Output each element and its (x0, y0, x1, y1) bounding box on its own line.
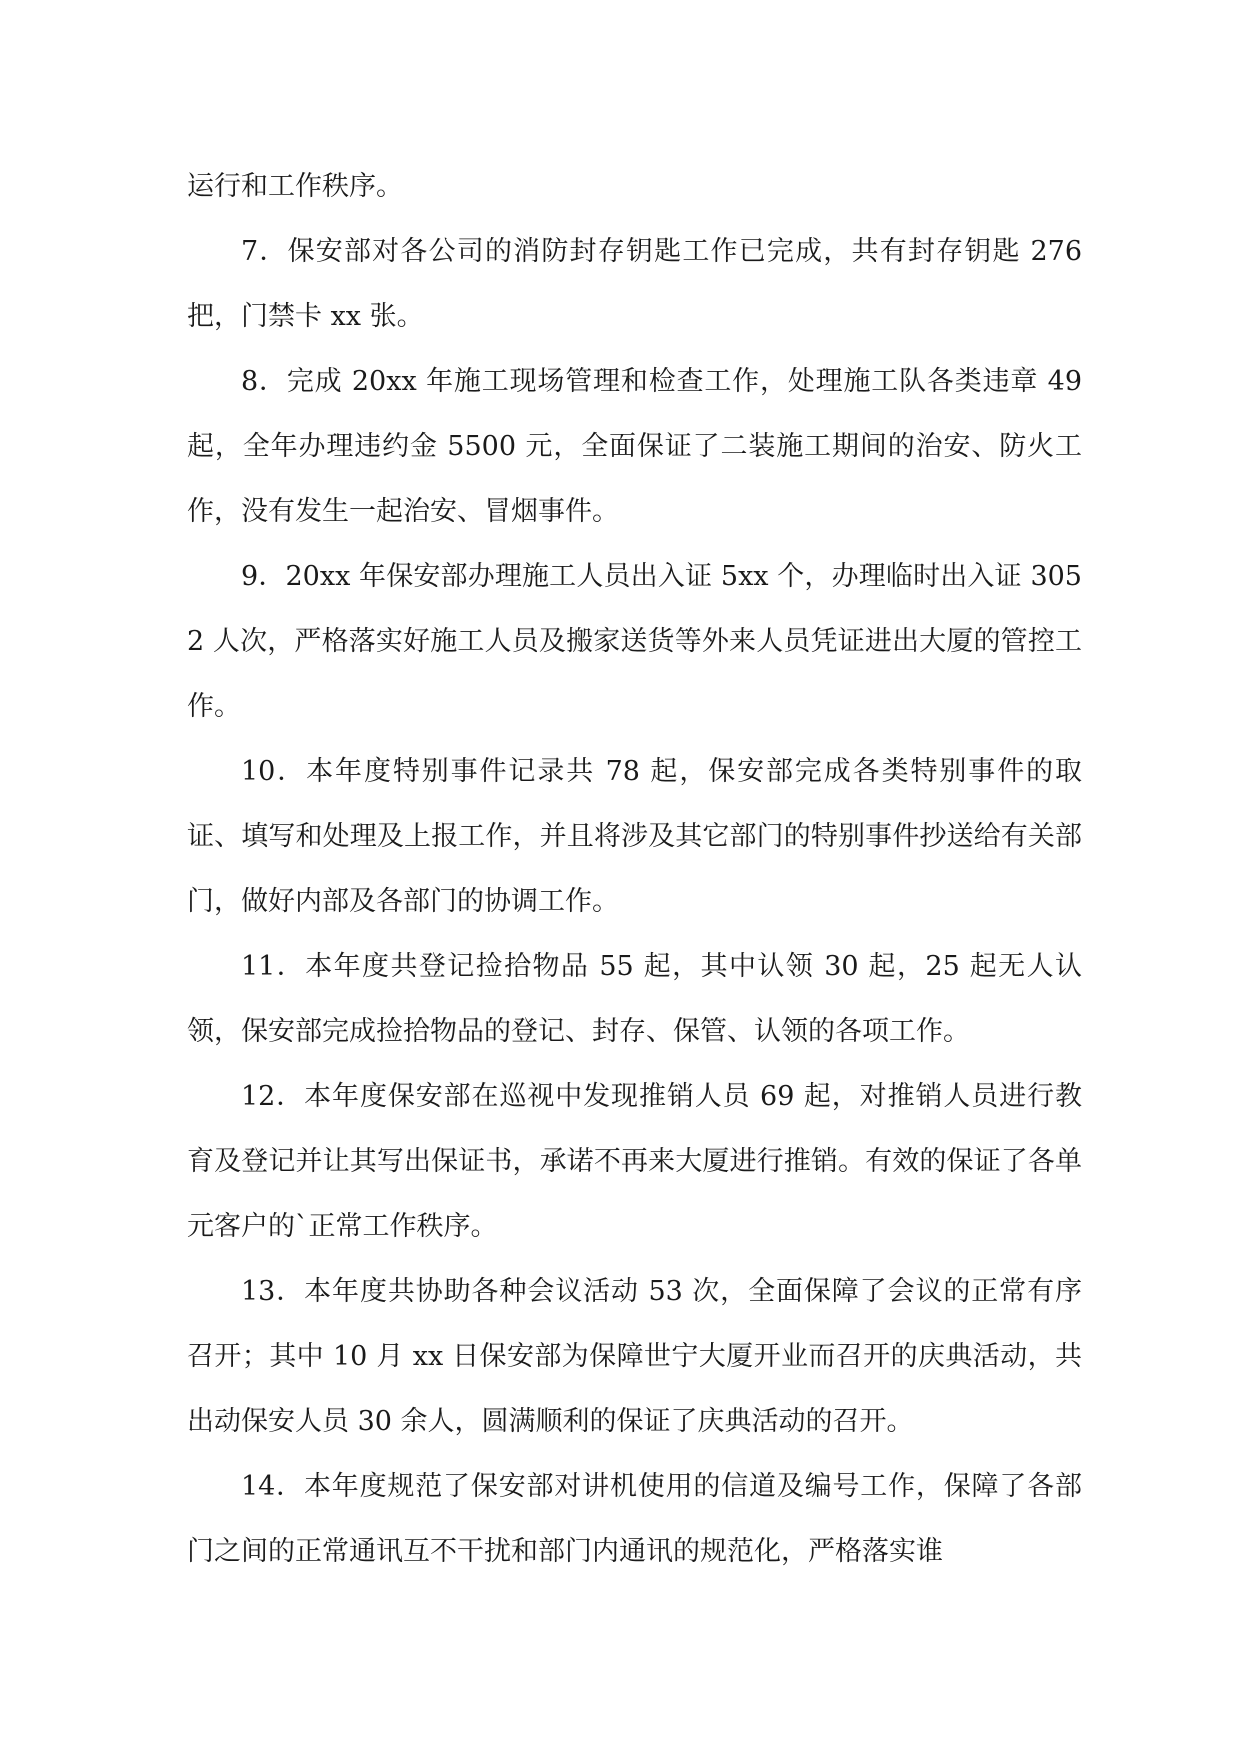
paragraph: 8．完成 20xx 年施工现场管理和检查工作，处理施工队各类违章 49 起，全年办理违约金 5500 元，全面保证了二装施工期间的治安、防火工作，没有发生一起治安、冒烟事件。 (187, 366, 1091, 527)
paragraph: 9．20xx 年保安部办理施工人员出入证 5xx 个，办理临时出入证 3052 人次，严格落实好施工人员及搬家送货等外来人员凭证进出大厦的管控工作。 (187, 561, 1082, 722)
document-body (187, 154, 1091, 1584)
paragraph: 10．本年度特别事件记录共 78 起，保安部完成各类特别事件的取证、填写和处理及上报工作，并且将涉及其它部门的特别事件抄送给有关部门，做好内部及各部门的协调工作。 (187, 756, 1082, 917)
paragraph: 11．本年度共登记捡拾物品 55 起，其中认领 30 起，25 起无人认领，保安部完成捡拾物品的登记、封存、保管、认领的各项工作。 (187, 951, 1082, 1047)
paragraph: 运行和工作秩序。 (187, 171, 403, 202)
paragraph: 7．保安部对各公司的消防封存钥匙工作已完成，共有封存钥匙 276 把，门禁卡 xx 张。 (187, 236, 1091, 332)
paragraph: 13．本年度共协助各种会议活动 53 次，全面保障了会议的正常有序召开；其中 10 月 xx 日保安部为保障世宁大厦开业而召开的庆典活动，共出动保安人员 30 余人，圆满顺利的保证了庆典活动的召开。 (187, 1276, 1082, 1437)
paragraph: 12．本年度保安部在巡视中发现推销人员 69 起，对推销人员进行教育及登记并让其写出保证书，承诺不再来大厦进行推销。有效的保证了各单元客户的`正常工作秩序。 (187, 1081, 1082, 1242)
paragraph: 14．本年度规范了保安部对讲机使用的信道及编号工作，保障了各部门之间的正常通讯互不干扰和部门内通讯的规范化，严格落实谁 (187, 1471, 1082, 1567)
